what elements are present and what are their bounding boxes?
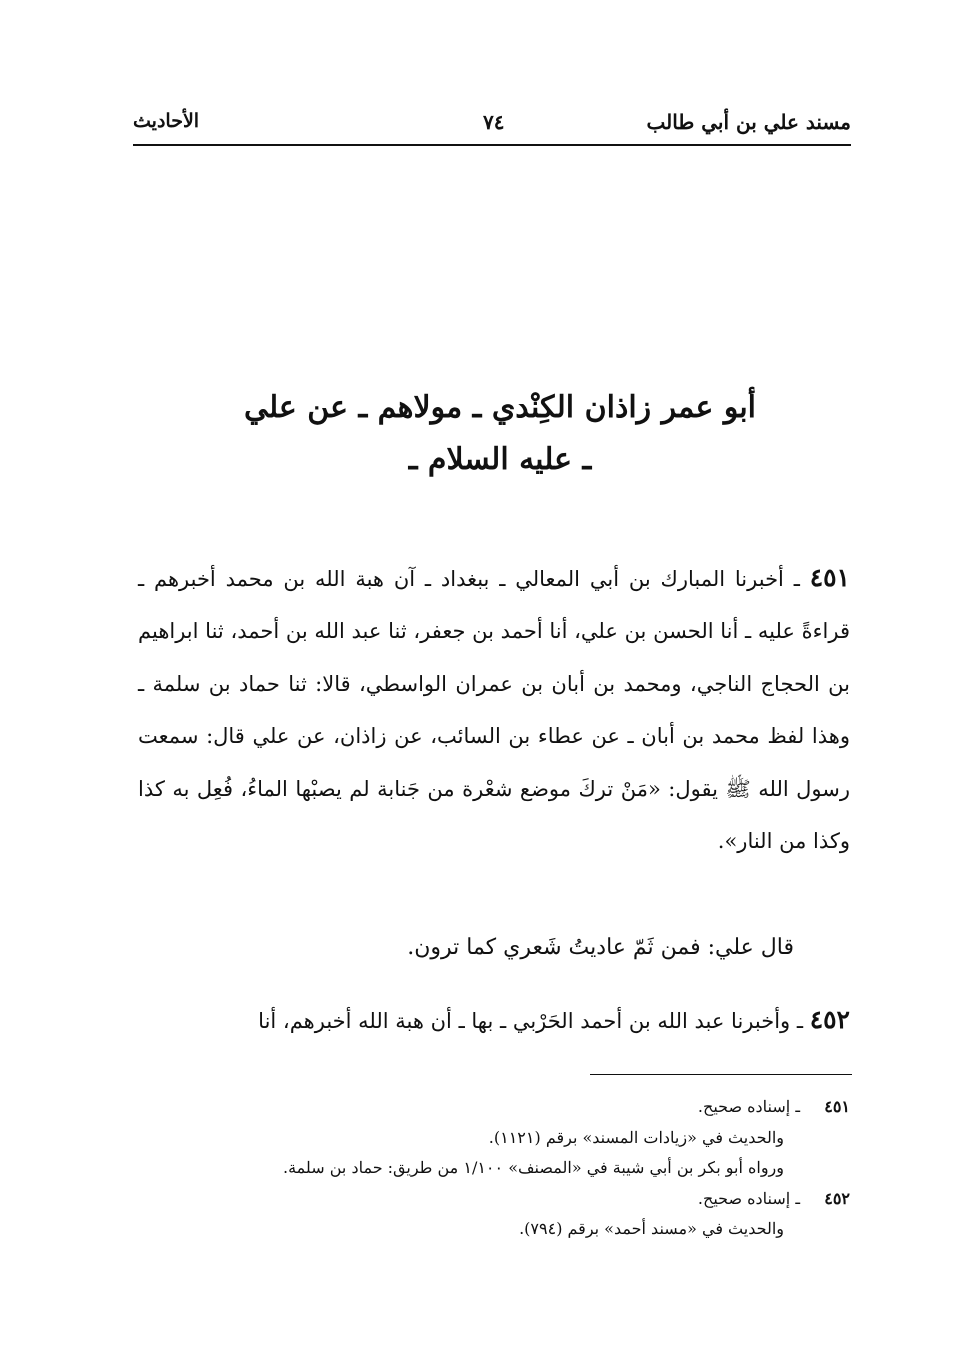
hadith-text: ـ وأخبرنا عبد الله بن أحمد الحَرْبي ـ بها ـ أن هبة الله أخبرهم، أنا bbox=[258, 1009, 804, 1033]
footnote-451-line-1 bbox=[160, 1092, 850, 1123]
footnote-451-line-3: ورواه أبو بكر بن أبي شيبة في «المصنف» ١/١٠٠ من طريق: حماد بن سلمة. bbox=[283, 1158, 784, 1177]
running-header bbox=[133, 104, 851, 144]
footnote-452-line-2: والحديث في «مسند أحمد» برقم (٧٩٤). bbox=[519, 1219, 784, 1238]
hadith-number: ٤٥١ bbox=[809, 563, 850, 592]
footnote-number: ٤٥١ bbox=[824, 1097, 850, 1116]
hadith-451-paragraph bbox=[138, 552, 850, 867]
chapter-title-line-1: أبو عمر زاذان الكِنْدي ـ مولاهم ـ عن علي bbox=[243, 390, 757, 425]
hadith-number: ٤٥٢ bbox=[809, 1005, 850, 1034]
hadith-452 bbox=[138, 994, 850, 1047]
footnote-451-line-2: والحديث في «زيادات المسند» برقم (١١٢١). bbox=[488, 1127, 784, 1147]
footnote-452-line-1 bbox=[160, 1184, 850, 1215]
footnote-number: ٤٥٢ bbox=[824, 1188, 850, 1208]
hadith-451 bbox=[138, 552, 850, 867]
book-title: مسند علي بن أبي طالب bbox=[646, 110, 851, 134]
footnote-text: ـ إسناده صحيح. bbox=[697, 1097, 800, 1116]
chapter-title-line-2: ـ عليه السلام ـ bbox=[408, 442, 592, 477]
footnotes bbox=[160, 1092, 850, 1245]
page-number: ٧٤ bbox=[483, 110, 505, 134]
footnote-divider bbox=[590, 1074, 852, 1075]
section-title: الأحاديث bbox=[133, 110, 200, 132]
hadith-451-quote: قال علي: فمن ثَمّ عاديتُ شَعري كما ترون. bbox=[407, 935, 794, 960]
header-divider bbox=[133, 144, 851, 146]
hadith-text: ـ أخبرنا المبارك بن أبي المعالي ـ ببغداد ـ آن هبة الله بن محمد أخبرهم ـ قراءةً عليه ـ أنا الحسن بن علي، أنا أحمد بن جعفر، ثنا عبد الله بن أحمد، ثنا ابراهيم بن الحجاج الناجي، ومحمد بن أبان بن عمران الواسطي، قالا: ثنا حماد بن سلمة ـ وهذا لفظ محمد بن أبان ـ عن عطاء بن السائب، عن زاذان، عن علي قال: سمعت رسول الله ﷺ يقول: «مَنْ تركَ موضع شعْرة من جَنابة لم يصبْها الماءُ، فُعِل به كذا وكذا من النار». bbox=[138, 567, 850, 854]
footnote-text: ـ إسناده صحيح. bbox=[697, 1188, 800, 1208]
